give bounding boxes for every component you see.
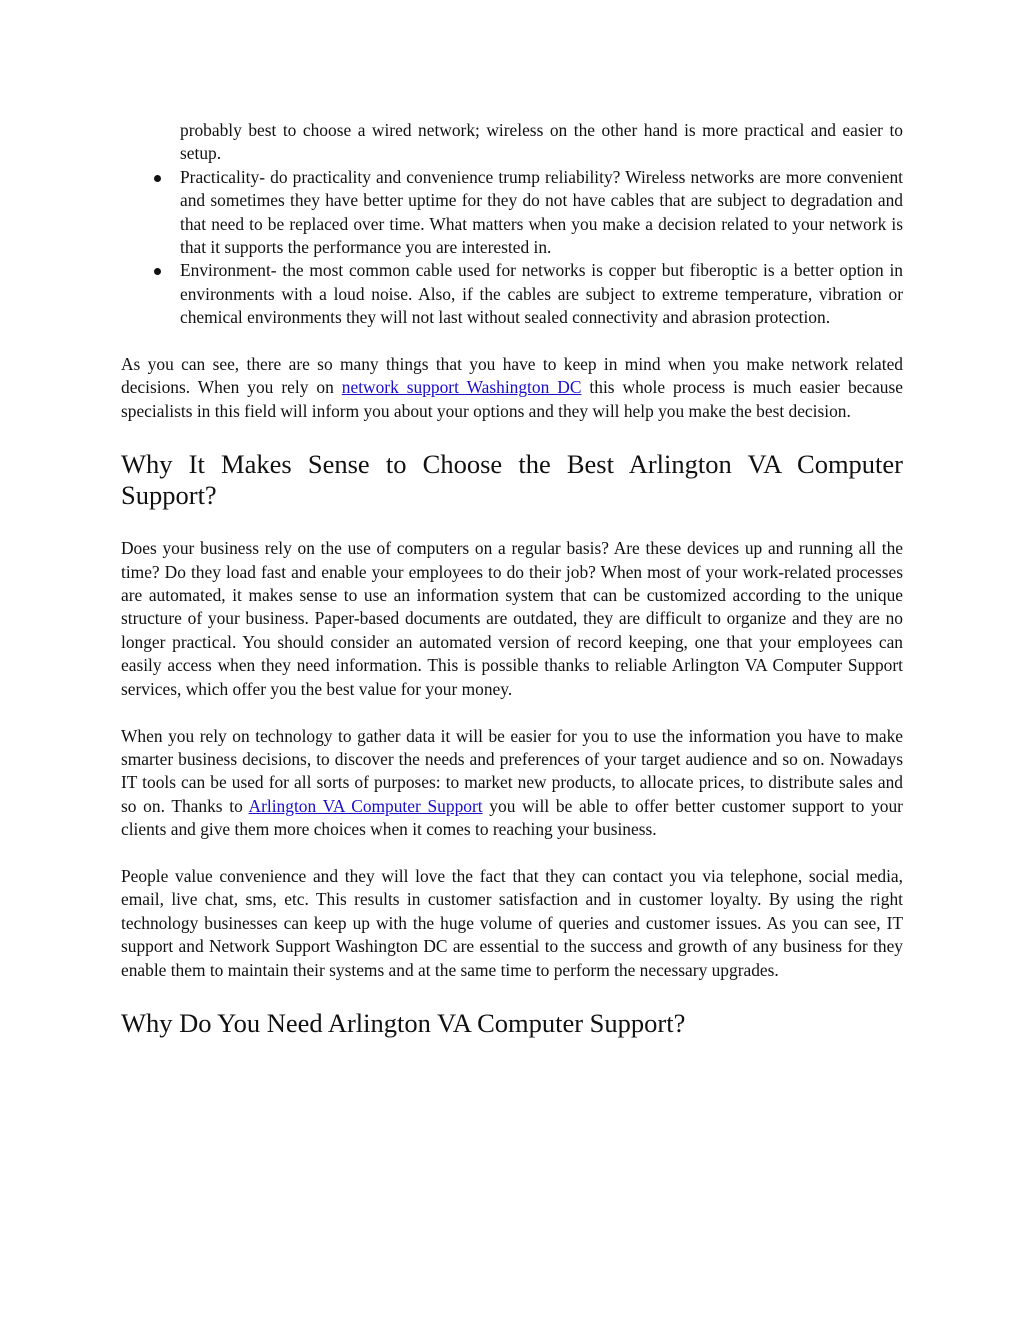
list-item — [121, 259, 903, 329]
paragraph-technology-data — [121, 725, 903, 842]
paragraph-business-computers: Does your business rely on the use of computers on a regular basis? Are these devices up and running all the time? Do they load fast and enable your employees to do their job? When most of your work-related processes are automated, it makes sense to use an information system that can be customized according to the unique structure of your business. Paper-based documents are outdated, they are difficult to organize and they are no longer practical. You should consider an automated version of record keeping, one that your employees can easily access when they need information. This is possible thanks to reliable Arlington VA Computer Support services, which offer you the best value for your money. — [121, 538, 903, 699]
section-heading: Why Do You Need Arlington VA Computer Support? — [121, 1007, 686, 1038]
list-item-text: Environment- the most common cable used for networks is copper but fiberoptic is a better option in environments with a loud noise. Also, if the cables are subject to extreme temperature, vibration or chemical environments they will not last without sealed connectivity and abrasion protection. — [180, 260, 903, 328]
bullet-icon — [154, 268, 161, 275]
bullet-list — [121, 166, 903, 330]
paragraph-text: you will be able to offer better customer support to your clients and give them more choices when it comes to reaching your business. — [121, 795, 903, 840]
document-body — [121, 119, 903, 1039]
computer-support-link[interactable]: Arlington VA Computer Support — [248, 795, 483, 816]
paragraph-text: When you rely on technology to gather data it will be easier for you to use the information you have to make smarter business decisions, to discover the needs and preferences of your target audience and so on. Nowadays IT tools can be used for all sorts of purposes: to market new products, to allocate prices, to distribute sales and so on. Thanks to — [121, 725, 903, 816]
bullet-icon — [154, 175, 161, 182]
paragraph-network-decisions — [121, 353, 903, 423]
paragraph-text: this whole process is much easier because specialists in this field will inform you about your options and they will help you make the best decision. — [121, 377, 903, 421]
paragraph-text: As you can see, there are so many things that you have to keep in mind when you make network related decisions. When you rely on — [121, 354, 903, 398]
section-heading: Why It Makes Sense to Choose the Best Arlington VA Computer Support? — [121, 449, 903, 511]
continued-paragraph: probably best to choose a wired network; wireless on the other hand is more practical and easier to setup. — [180, 120, 903, 164]
list-item-text: Practicality- do practicality and convenience trump reliability? Wireless networks are more convenient and sometimes they have better uptime for they do not have cables that are subject to degradation and that need to be replaced over time. What matters when you make a decision related to your network is that it supports the performance you are interested in. — [180, 166, 903, 258]
network-support-link[interactable]: network support Washington DC — [341, 377, 582, 398]
list-item — [121, 166, 903, 260]
paragraph-convenience: People value convenience and they will love the fact that they can contact you via telephone, social media, email, live chat, sms, etc. This results in customer satisfaction and in customer loyalty. By using the right technology businesses can keep up with the huge volume of queries and customer issues. As you can see, IT support and Network Support Washington DC are essential to the success and growth of any business for they enable them to maintain their systems and at the same time to perform the necessary upgrades. — [121, 865, 903, 980]
